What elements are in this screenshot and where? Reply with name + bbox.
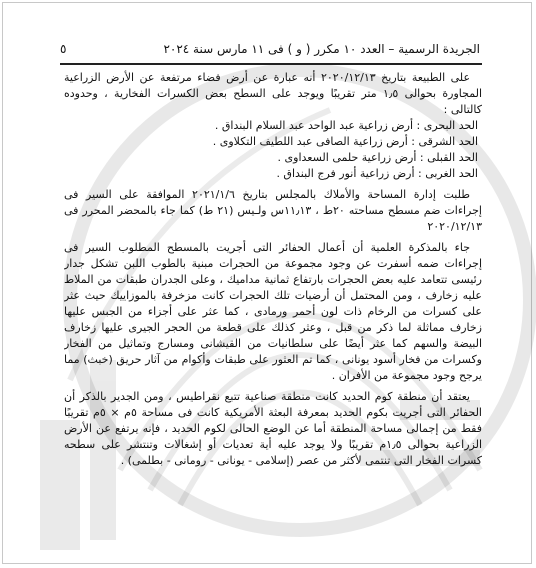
- paragraph-annexation-request: طلبت إدارة المساحة والأملاك بالمجلس بتاريخ ٢٠٢١/١/٦ الموافقة على السير فى إجراءات ضم مسطح مساحته ٢٠ط ، ١١٫١٣س ولـيس (٢١ ط) كما جاء بالمحضر المحرر فى ٢٠٢٠/١٢/١٣: [64, 188, 482, 233]
- header-title: الجريدة الرسمية – العدد ١٠ مكرر ( و ) فى ١١ مارس سنة ٢٠٢٤: [163, 42, 480, 56]
- boundary-north: الحد البحرى : أرض زراعية عبد الواحد عبد السلام البنداق .: [214, 119, 478, 132]
- boundary-south: الحد القبلى : أرض زراعية حلمى السعداوى .: [277, 151, 478, 164]
- paragraph-scientific-memo: جاء بالمذكرة العلمية أن أعمال الحفائر التى أجريت بالمسطح المطلوب السير فى إجراءات ضمه أسفرت عن وجود مجموعة من الحجرات مبنية بالطوب اللبن تشكل جدار رئيسى تتعامد عليه بعض الحجرات بارتفاع ثمانية مداميك ، وعلى الجدران طبقات من الملاط عليه زخارف ، ومن المحتمل أن أرضيات تلك الحجرات كانت مزخرفة بالموزاييك حيث عثر على كسرات من الرخام ذات لون أحمر ورمادى ، كما عثر على أجزاء من الجبس عليها زخارف مماثلة لما ذكر من قبل ، وعثر كذلك على قطعة من الحجر الجيرى عليها زخارف البيضة والسهم كما عثر أيضًا على سلطانيات من القيشانى ومسارج وتماثيل من الفخار وكسرات من فخار أسود يونانى ، كما تم العثور على طبقات وأكوام من آثار حريق (خبث) مما يرجح وجود مجموعة من الأفران .: [64, 241, 482, 382]
- document-body: [64, 70, 482, 560]
- boundary-east: الحد الشرقى : أرض زراعية الصافى عبد اللطيف التكلاوى .: [212, 135, 478, 148]
- header-rule: [60, 63, 482, 65]
- page-header: [60, 40, 480, 62]
- boundary-west: الحد الغربى : أرض زراعية أنور فرج البنداق .: [276, 167, 478, 180]
- page-number: ٥: [60, 42, 67, 56]
- paragraph-kom-el-hadid: يعتقد أن منطقة كوم الحديد كانت منطقة صناعية تتبع نقراطيس ، ومن الجدير بالذكر أن الحفائر التى أجريت بكوم الحديد بمعرفة البعثة الأمريكية كانت فى مساحة ٥م × ٥م تقريبًا فقط من إجمالى مساحة المنطقة أما عن الوضع الحالى لكوم الحديد ، فإنه يرتفع عن الأرض الزراعية بحوالى ١٫٥م تقريبًا ولا يوجد عليه أية تعديات أو إشغالات وتنتشر على سطحه كسرات الفخار التى تنتمى لأكثر من عصر (إسلامى - يونانى - رومانى - بطلمى) .: [64, 390, 482, 467]
- paragraph-site-description: على الطبيعة بتاريخ ٢٠٢٠/١٢/١٣ أنه عبارة عن أرض فضاء مرتفعة عن الأرض الزراعية المجاورة بحوالى ١٫٥ متر تقريبًا ويوجد على السطح بعض الكسرات الفخارية ، وحدوده كالتالى :: [64, 71, 482, 116]
